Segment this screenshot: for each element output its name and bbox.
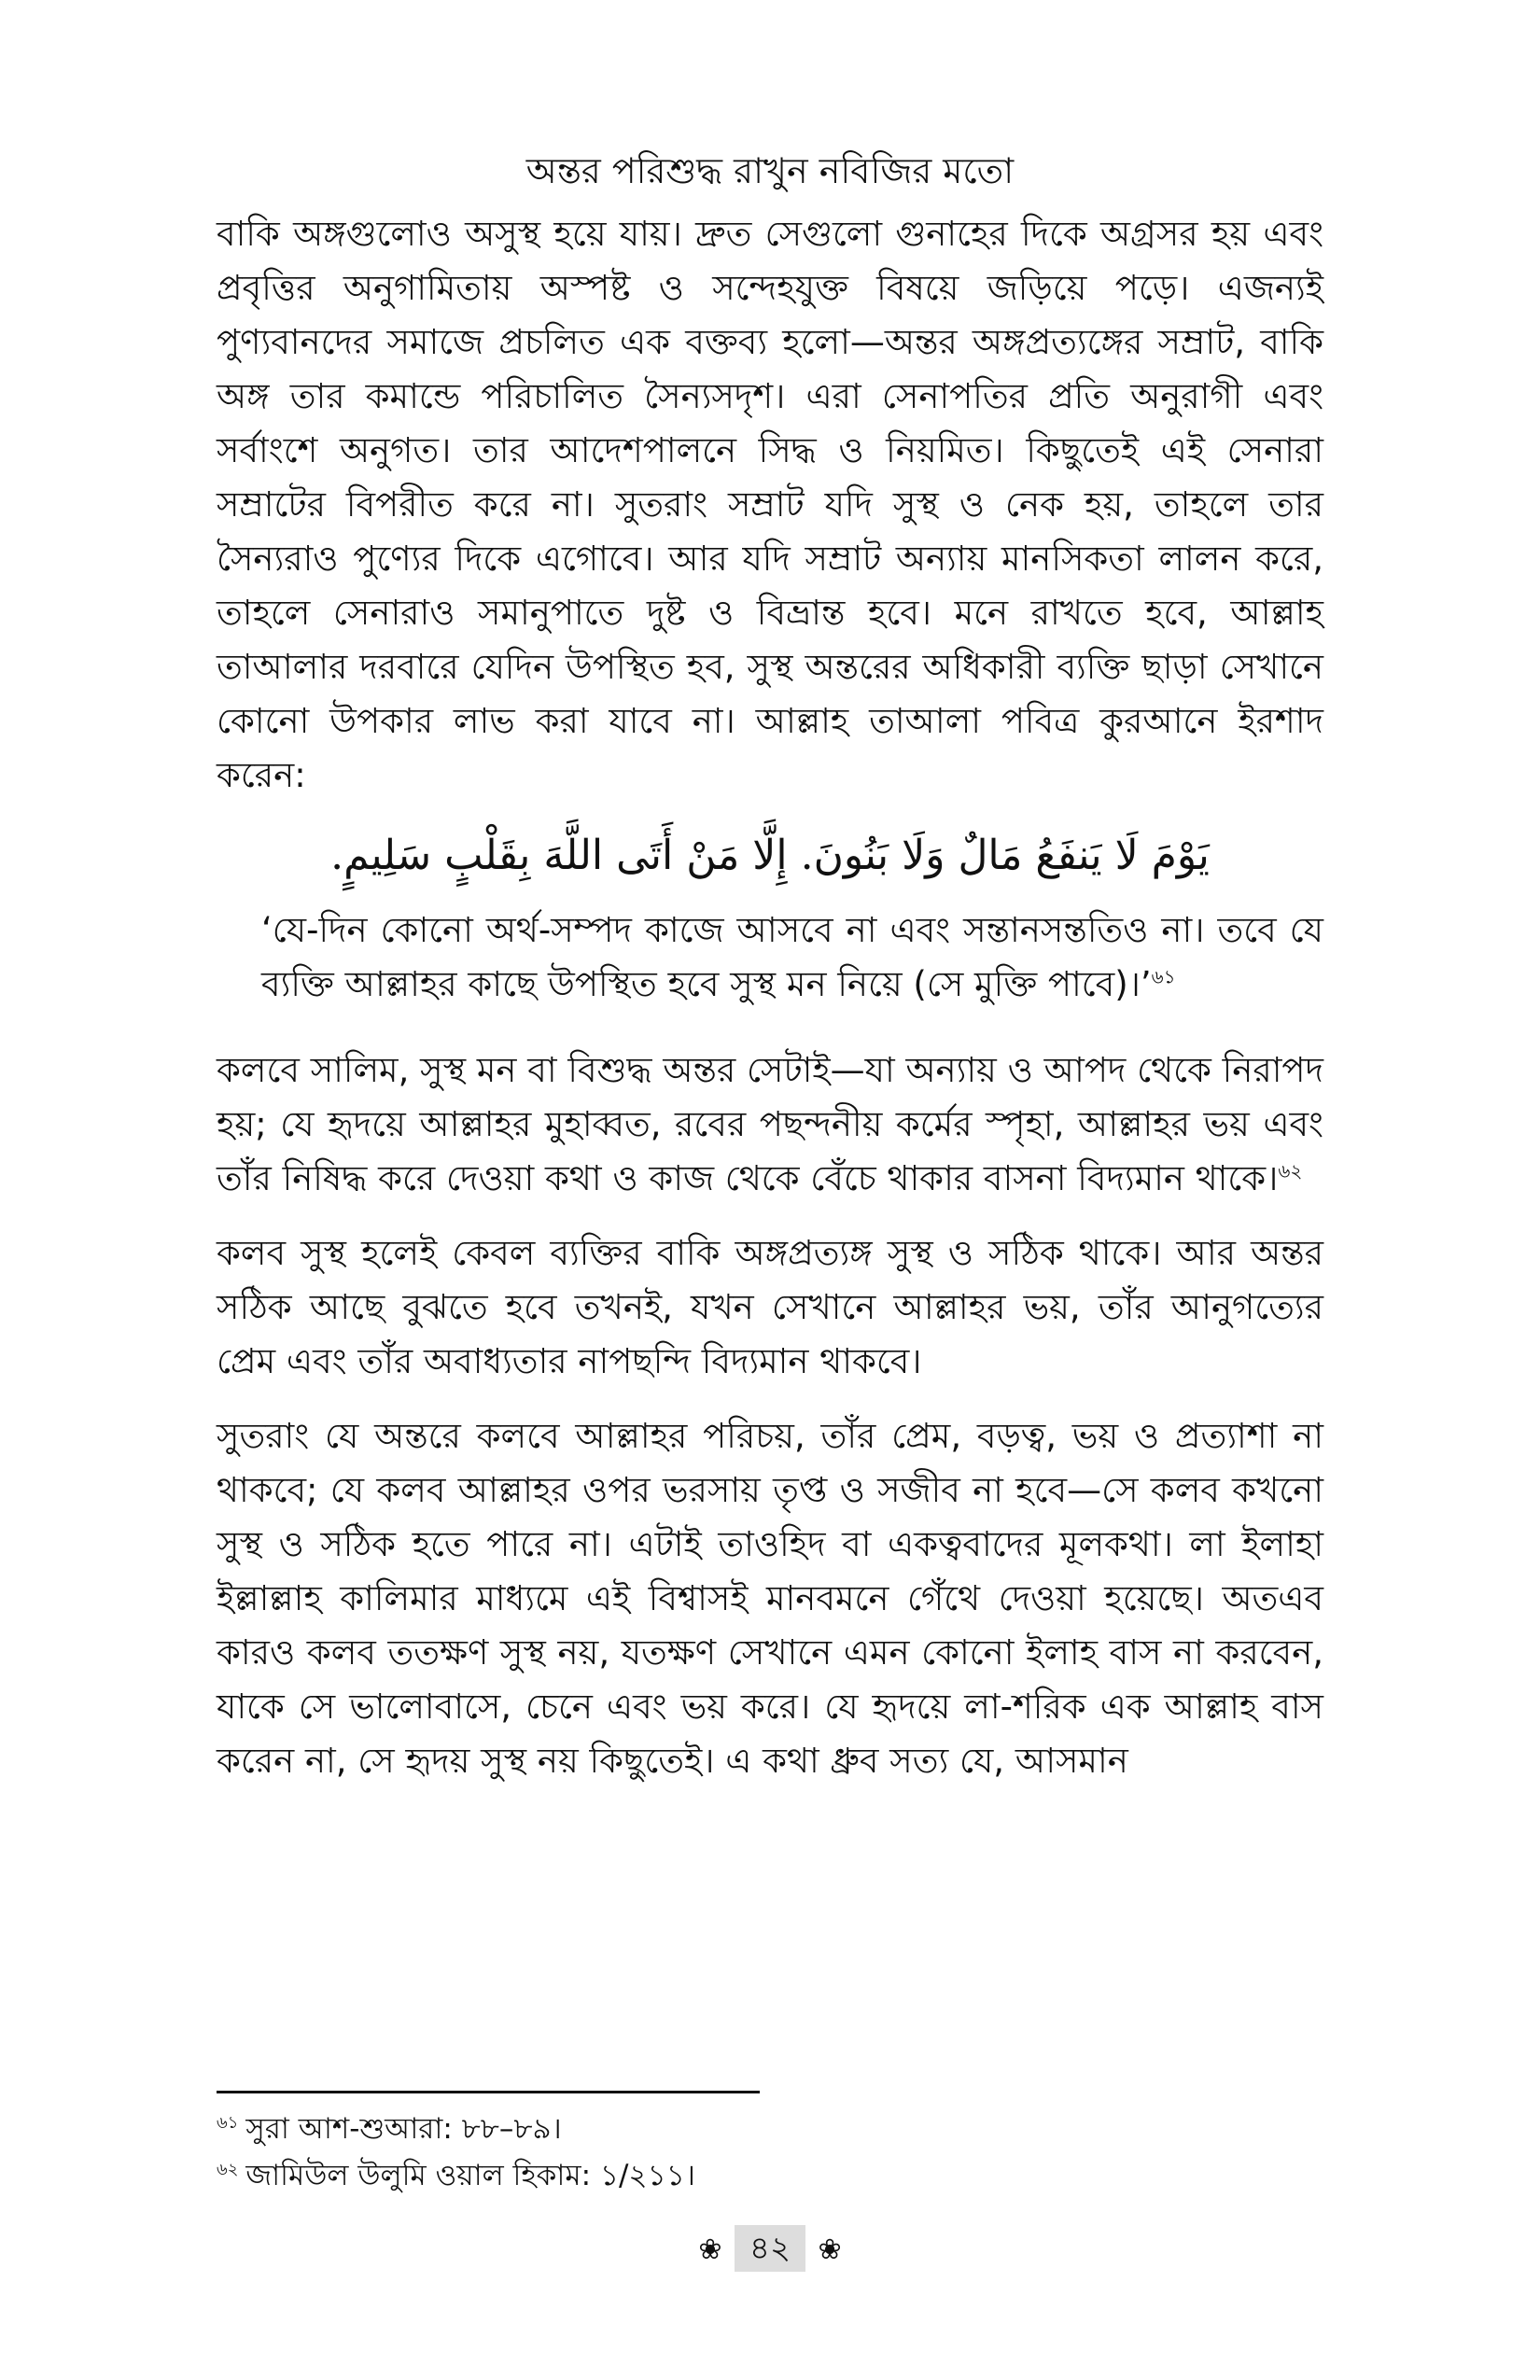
footnote-text: সুরা আশ-শুআরা: ৮৮–৮৯।: [245, 2112, 562, 2146]
paragraph-text: কলব সুস্থ হলেই কেবল ব্যক্তির বাকি অঙ্গপ্রত্যঙ্গ সুস্থ ও সঠিক থাকে। আর অন্তর সঠিক আছে বুঝতে হবে তখনই, যখন সেখানে আল্লাহর ভয়, তাঁর আনুগত্যের প্রেম এবং তাঁর অবাধ্যতার নাপছন্দি বিদ্যমান থাকবে।: [217, 1233, 1323, 1381]
footnote-mark: ৬১: [217, 2112, 239, 2133]
translation-text: ‘যে-দিন কোনো অর্থ-সম্পদ কাজে আসবে না এবং সন্তানসন্ততিও না। তবে যে ব্যক্তি আল্লাহর কাছে উপস্থিত হবে সুস্থ মন নিয়ে (সে মুক্তি পাবে)।’: [261, 910, 1323, 1004]
paragraph: [217, 1043, 1323, 1206]
page-number: ৪২: [735, 2225, 805, 2272]
paragraph: [217, 207, 1323, 803]
body-text: [217, 207, 1323, 1809]
paragraph-text: সুতরাং যে অন্তরে কলবে আল্লাহর পরিচয়, তাঁর প্রেম, বড়ত্ব, ভয় ও প্রত্যাশা না থাকবে; যে কলব আল্লাহর ওপর ভরসায় তৃপ্ত ও সজীব না হবে—সে কলব কখনো সুস্থ ও সঠিক হতে পারে না। এটাই তাওহিদ বা একত্ববাদের মূলকথা। লা ইলাহা ইল্লাল্লাহ কালিমার মাধ্যমে এই বিশ্বাসই মানবমনে গেঁথে দেওয়া হয়েছে। অতএব কারও কলব ততক্ষণ সুস্থ নয়, যতক্ষণ সেখানে এমন কোনো ইলাহ বাস না করবেন, যাকে সে ভালোবাসে, চেনে এবং ভয় করে। যে হৃদয়ে লা-শরিক এক আল্লাহ বাস করেন না, সে হৃদয় সুস্থ নয় কিছুতেই। এ কথা ধ্রুব সত্য যে, আসমান: [217, 1416, 1323, 1781]
footnote-mark: ৬২: [217, 2159, 239, 2179]
footnote-item: [217, 2106, 1323, 2152]
running-title: অন্তর পরিশুদ্ধ রাখুন নবিজির মতো: [525, 150, 1015, 191]
footnote-ref: ৬১: [1151, 965, 1176, 988]
paragraph: [217, 1226, 1323, 1389]
footnotes: [217, 2106, 1323, 2199]
ornament-left-icon: ❀: [698, 2233, 722, 2266]
arabic-verse: يَوْمَ لَا يَنفَعُ مَالٌ وَلَا بَنُونَ. إِلَّا مَنْ أَتَى اللَّهَ بِقَلْبٍ سَلِيمٍ.: [330, 832, 1210, 879]
footnote-text: জামিউল উলুমি ওয়াল হিকাম: ১/২১১।: [245, 2159, 695, 2192]
verse-translation: [217, 903, 1323, 1012]
footnote-ref: ৬২: [1278, 1159, 1303, 1183]
paragraph-text: বাকি অঙ্গগুলোও অসুস্থ হয়ে যায়। দ্রুত সেগুলো গুনাহের দিকে অগ্রসর হয় এবং প্রবৃত্তির অনুগামিতায় অস্পষ্ট ও সন্দেহযুক্ত বিষয়ে জড়িয়ে পড়ে। এজন্যই পুণ্যবানদের সমাজে প্রচলিত এক বক্তব্য হলো—অন্তর অঙ্গপ্রত্যঙ্গের সম্রাট, বাকি অঙ্গ তার কমান্ডে পরিচালিত সৈন্যসদৃশ। এরা সেনাপতির প্রতি অনুরাগী এবং সর্বাংশে অনুগত। তার আদেশপালনে সিদ্ধ ও নিয়মিত। কিছুতেই এই সেনারা সম্রাটের বিপরীত করে না। সুতরাং সম্রাট যদি সুস্থ ও নেক হয়, তাহলে তার সৈন্যরাও পুণ্যের দিকে এগোবে। আর যদি সম্রাট অন্যায় মানসিকতা লালন করে, তাহলে সেনারাও সমানুপাতে দুষ্ট ও বিভ্রান্ত হবে। মনে রাখতে হবে, আল্লাহ তাআলার দরবারে যেদিন উপস্থিত হব, সুস্থ অন্তরের অধিকারী ব্যক্তি ছাড়া সেখানে কোনো উপকার লাভ করা যাবে না। আল্লাহ তাআলা পবিত্র কুরআনে ইরশাদ করেন:: [217, 214, 1323, 795]
ornament-right-icon: ❀: [818, 2233, 842, 2266]
paragraph-text: কলবে সালিম, সুস্থ মন বা বিশুদ্ধ অন্তর সেটাই—যা অন্যায় ও আপদ থেকে নিরাপদ হয়; যে হৃদয়ে আল্লাহর মুহাব্বত, রবের পছন্দনীয় কর্মের স্পৃহা, আল্লাহর ভয় এবং তাঁর নিষিদ্ধ করে দেওয়া কথা ও কাজ থেকে বেঁচে থাকার বাসনা বিদ্যমান থাকে।: [217, 1050, 1323, 1198]
paragraph: [217, 1409, 1323, 1788]
footnote-item: [217, 2152, 1323, 2199]
page-folio: [0, 2225, 1540, 2274]
footnote-divider: [217, 2091, 760, 2093]
